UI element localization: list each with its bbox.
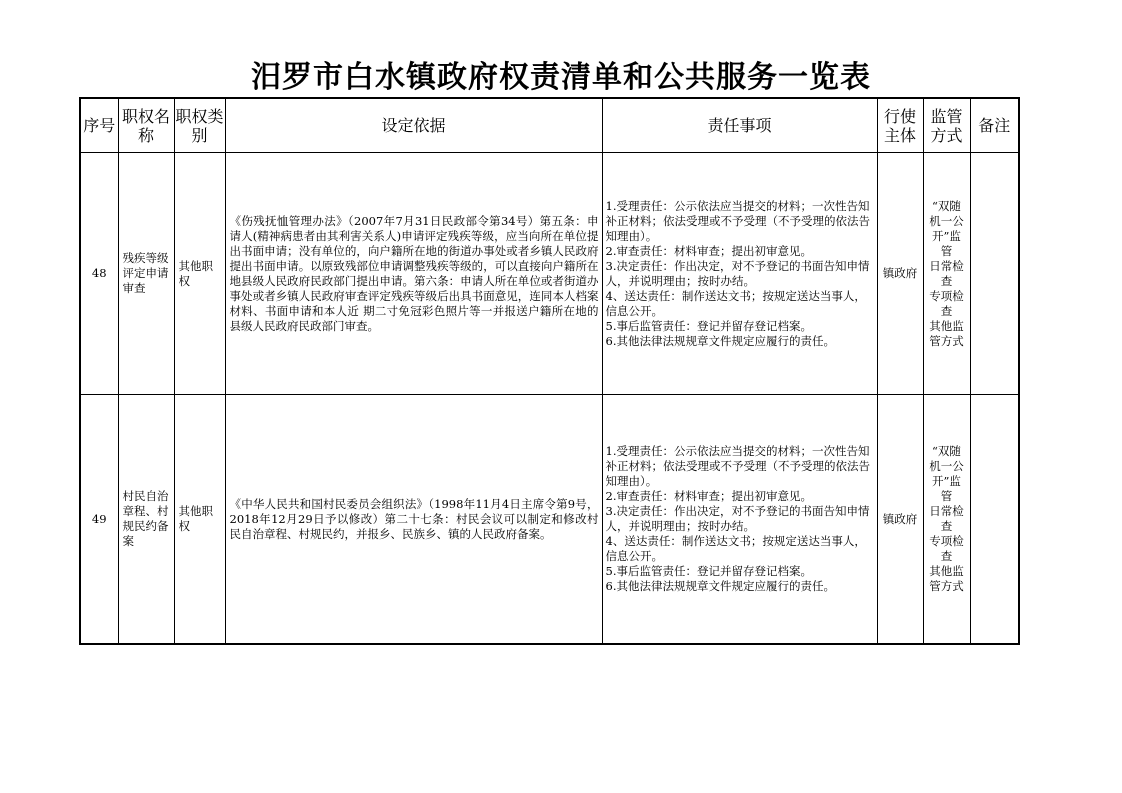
supervision-item: 日常检查	[929, 258, 964, 288]
cell-name: 残疾等级评定申请审查	[118, 153, 174, 395]
responsibility-item: 1.受理责任：公示依法应当提交的材料；一次性告知补正材料；依法受理或不予受理（不予受理的依法告知理由）。	[605, 444, 870, 488]
supervision-item: “双随机一公开”监管	[929, 198, 964, 258]
page-title: 汨罗市白水镇政府权责清单和公共服务一览表	[251, 60, 871, 95]
cell-subject: 镇政府	[877, 395, 923, 645]
cell-responsibility	[602, 153, 877, 395]
responsibility-item: 2.审查责任：材料审查；提出初审意见。	[605, 243, 812, 258]
supervision-item: 其他监管方式	[929, 564, 964, 593]
cell-remark	[970, 395, 1019, 645]
cell-basis: 《中华人民共和国村民委员会组织法》（1998年11月4日主席令第9号，2018年12月29日予以修改）第二十七条：村民会议可以制定和修改村民自治章程、村规民约，并报乡、民族乡、镇的人民政府备案。	[225, 395, 602, 645]
cell-supervision	[923, 395, 970, 645]
cell-name: 村民自治章程、村规民约备案	[118, 395, 174, 645]
supervision-item: “双随机一公开”监管	[929, 444, 964, 503]
responsibility-item: 4、送达责任：制作送达文书；按规定送达当事人，信息公开。	[605, 288, 866, 318]
responsibility-item: 3.决定责任：作出决定，对不予登记的书面告知申情人，并说明理由；按时办结。	[605, 504, 870, 533]
cell-subject: 镇政府	[877, 153, 923, 395]
header-supervision: 监管方式	[923, 98, 970, 153]
power-list-table	[79, 97, 1020, 645]
responsibility-item: 2.审查责任：材料审查；提出初审意见。	[605, 489, 812, 503]
responsibility-item: 6.其他法律法规规章文件规定应履行的责任。	[605, 579, 835, 593]
cell-basis: 《伤残抚恤管理办法》（2007年7月31日民政部令第34号）第五条：申请人(精神病患者由其利害关系人)申请评定残疾等级，应当向所在单位提出书面申请；没有单位的，向户籍所在地的街道办事处或者乡镇人民政府提出书面申请。以原致残部位申请调整残疾等级的，可以直接向户籍所在地县级人民政府民政部门提出申请。第六条：申请人所在单位或者街道办事处或者乡镇人民政府审查评定残疾等级后出具书面意见，连同本人档案材料、书面申请和本人近 期二寸免冠彩色照片等一并报送户籍所在地的县级人民政府民政部门审查。	[225, 153, 602, 395]
cell-remark	[970, 153, 1019, 395]
table-row	[80, 395, 1019, 645]
cell-seq: 49	[80, 395, 118, 645]
responsibility-item: 1.受理责任：公示依法应当提交的材料；一次性告知补正材料；依法受理或不予受理（不予受理的依法告知理由）。	[605, 198, 870, 243]
header-basis: 设定依据	[225, 98, 602, 153]
cell-responsibility	[602, 395, 877, 645]
header-name: 职权名称	[118, 98, 174, 153]
responsibility-item: 4、送达责任：制作送达文书；按规定送达当事人，信息公开。	[605, 534, 866, 563]
cell-type: 其他职权	[174, 395, 225, 645]
cell-supervision	[923, 153, 970, 395]
responsibility-item: 5.事后监管责任：登记并留存登记档案。	[605, 318, 812, 333]
responsibility-item: 5.事后监管责任：登记并留存登记档案。	[605, 564, 812, 578]
header-seq: 序号	[80, 98, 118, 153]
header-responsibility: 责任事项	[602, 98, 877, 153]
table-row	[80, 153, 1019, 395]
header-remark: 备注	[970, 98, 1019, 153]
header-subject: 行使主体	[877, 98, 923, 153]
supervision-item: 专项检查	[929, 288, 964, 318]
cell-type: 其他职权	[174, 153, 225, 395]
supervision-item: 其他监管方式	[929, 318, 964, 348]
table-header-row	[80, 98, 1019, 153]
responsibility-item: 6.其他法律法规规章文件规定应履行的责任。	[605, 333, 835, 348]
responsibility-item: 3.决定责任：作出决定，对不予登记的书面告知申情人，并说明理由；按时办结。	[605, 258, 870, 288]
supervision-item: 专项检查	[929, 534, 964, 563]
header-type: 职权类别	[174, 98, 225, 153]
cell-seq: 48	[80, 153, 118, 395]
supervision-item: 日常检查	[929, 504, 964, 533]
